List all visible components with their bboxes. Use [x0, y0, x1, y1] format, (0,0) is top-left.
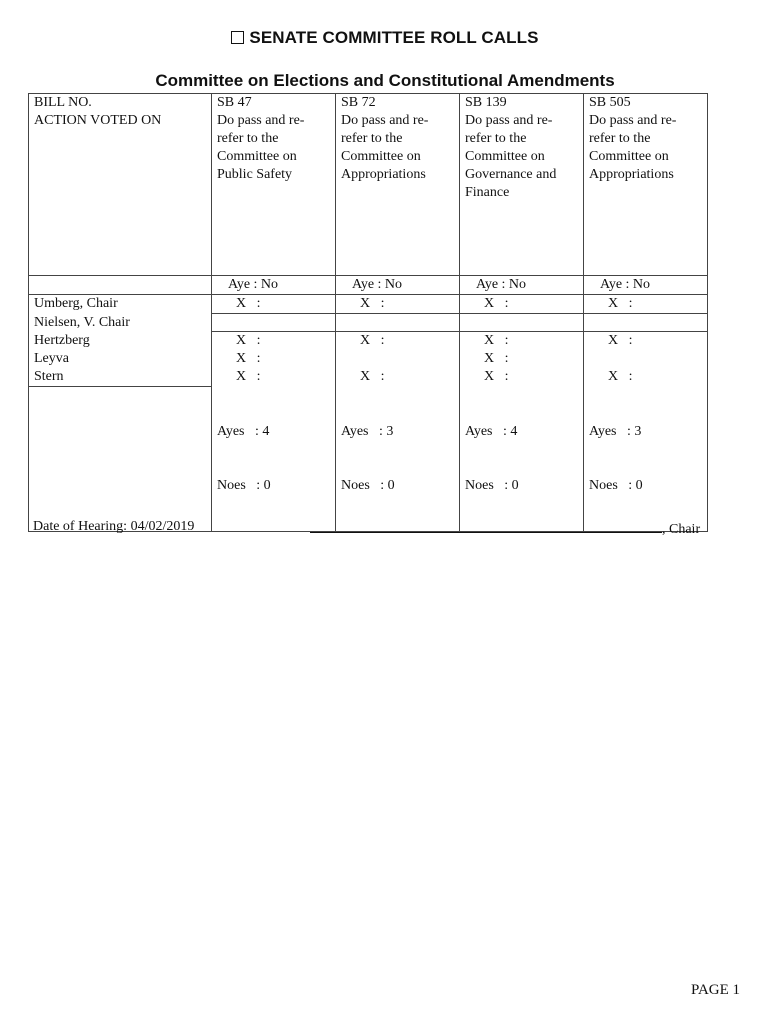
- action-line: Committee on: [589, 149, 669, 164]
- bill-no-label: BILL NO.: [29, 94, 212, 113]
- bill-number: SB 72: [336, 94, 460, 113]
- vote-cell: X :: [460, 368, 584, 387]
- ayes-total: Ayes : 3: [341, 423, 394, 439]
- blank-cell: [29, 387, 212, 532]
- vote-cell: [584, 314, 708, 332]
- vote-cell: [460, 314, 584, 332]
- aye-no-header: Aye : No: [460, 276, 584, 295]
- member-row: [29, 314, 708, 332]
- date-of-hearing: Date of Hearing: 04/02/2019: [33, 519, 195, 534]
- vote-cell: X :: [584, 368, 708, 387]
- member-row: [29, 350, 708, 368]
- vote-cell: X :: [584, 295, 708, 314]
- bill-number: SB 47: [212, 94, 336, 113]
- action-line: Do pass and re-: [589, 113, 677, 128]
- action-line: refer to the: [217, 131, 279, 146]
- member-name: Umberg, Chair: [29, 295, 212, 314]
- roll-call-table: [28, 93, 708, 532]
- noes-total: Noes : 0: [465, 477, 519, 493]
- action-voted-on-label: ACTION VOTED ON: [29, 112, 212, 276]
- action-line: Finance: [465, 185, 510, 200]
- action-text: [460, 112, 584, 276]
- page-title-text: SENATE COMMITTEE ROLL CALLS: [249, 28, 539, 47]
- bill-number: SB 505: [584, 94, 708, 113]
- vote-cell: X :: [336, 295, 460, 314]
- totals-cell: [460, 387, 584, 532]
- noes-total: Noes : 0: [589, 477, 643, 493]
- vote-cell: X :: [584, 332, 708, 351]
- ayes-total: Ayes : 4: [217, 423, 270, 439]
- vote-header-row: [29, 276, 708, 295]
- vote-cell: [336, 350, 460, 368]
- action-text: [584, 112, 708, 276]
- vote-cell: [584, 350, 708, 368]
- totals-row: [29, 387, 708, 532]
- action-row: [29, 112, 708, 276]
- action-line: Do pass and re-: [217, 113, 305, 128]
- action-line: Committee on: [341, 149, 421, 164]
- action-text: [336, 112, 460, 276]
- vote-cell: X :: [336, 332, 460, 351]
- action-line: Do pass and re-: [465, 113, 553, 128]
- chair-suffix: , Chair: [662, 522, 701, 537]
- blank-cell: [29, 276, 212, 295]
- totals-cell: [212, 387, 336, 532]
- vote-cell: X :: [336, 368, 460, 387]
- action-line: Appropriations: [589, 167, 674, 182]
- vote-cell: X :: [212, 368, 336, 387]
- chair-signature-line: [310, 519, 700, 538]
- noes-total: Noes : 0: [341, 477, 395, 493]
- page-title: [0, 28, 770, 48]
- ayes-total: Ayes : 3: [589, 423, 642, 439]
- bill-row: [29, 94, 708, 113]
- vote-cell: [336, 314, 460, 332]
- action-line: Do pass and re-: [341, 113, 429, 128]
- vote-cell: X :: [460, 295, 584, 314]
- signature-rule: [310, 519, 662, 533]
- action-text: [212, 112, 336, 276]
- vote-cell: X :: [460, 350, 584, 368]
- vote-cell: [212, 314, 336, 332]
- bill-number: SB 139: [460, 94, 584, 113]
- action-line: Public Safety: [217, 167, 293, 182]
- vote-cell: X :: [212, 295, 336, 314]
- member-row: [29, 295, 708, 314]
- action-line: refer to the: [341, 131, 403, 146]
- member-row: [29, 332, 708, 351]
- totals-cell: [336, 387, 460, 532]
- action-line: Committee on: [465, 149, 545, 164]
- vote-cell: X :: [460, 332, 584, 351]
- action-line: refer to the: [465, 131, 527, 146]
- aye-no-header: Aye : No: [336, 276, 460, 295]
- action-line: refer to the: [589, 131, 651, 146]
- member-name: Leyva: [29, 350, 212, 368]
- aye-no-header: Aye : No: [212, 276, 336, 295]
- totals-cell: [584, 387, 708, 532]
- checkbox-icon[interactable]: [231, 31, 244, 44]
- noes-total: Noes : 0: [217, 477, 271, 493]
- member-name: Nielsen, V. Chair: [29, 314, 212, 332]
- committee-title: Committee on Elections and Constitutional Amendments: [155, 71, 615, 90]
- member-row: [29, 368, 708, 387]
- vote-cell: X :: [212, 332, 336, 351]
- member-name: Stern: [29, 368, 212, 387]
- aye-no-header: Aye : No: [584, 276, 708, 295]
- action-line: Committee on: [217, 149, 297, 164]
- action-line: Governance and: [465, 167, 557, 182]
- page-number: PAGE 1: [691, 982, 741, 998]
- vote-cell: X :: [212, 350, 336, 368]
- ayes-total: Ayes : 4: [465, 423, 518, 439]
- member-name: Hertzberg: [29, 332, 212, 351]
- action-line: Appropriations: [341, 167, 426, 182]
